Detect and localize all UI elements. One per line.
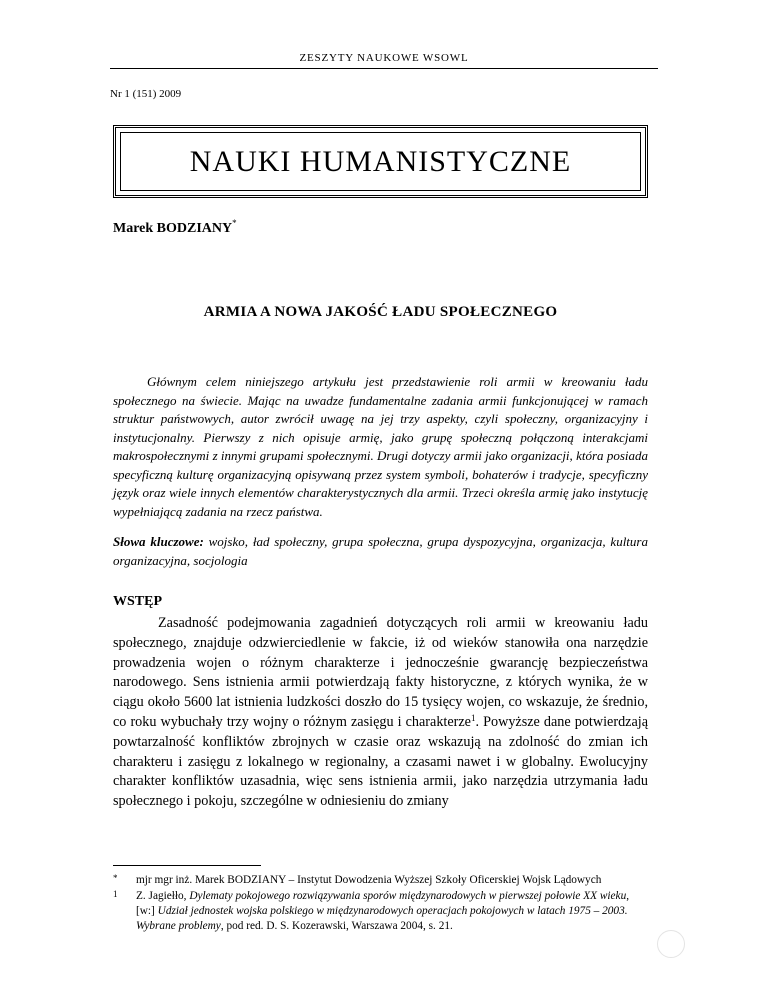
watermark-icon	[657, 930, 685, 958]
footnote-cite-author: Z. Jagiełło,	[136, 890, 190, 902]
footnote-divider	[113, 865, 261, 866]
footnote-cite-source: Udział jednostek wojska polskiego w międzynarodowych operacjach pokojowych w latach 1975 – 2003. Wybrane problemy	[136, 905, 628, 932]
footnote-cite-title: Dylematy pokojowego rozwiązywania sporów międzynarodowych w pierwszej połowie XX wieku	[189, 890, 627, 902]
keywords-label: Słowa kluczowe:	[113, 534, 204, 549]
running-header: ZESZYTY NAUKOWE WSOWL	[110, 52, 658, 69]
author	[113, 218, 237, 237]
body-paragraph	[113, 614, 648, 812]
body-text-part2: . Powyższe dane potwierdzają powtarzalność konfliktów zbrojnych w czasie oraz wskazują na zdolność do zmian ich charakteru i zasięgu z lokalnego w regionalny, a czasami nawet i w globalny. Ewolucyjny charakter konfliktów uzasadnia, więc sens istnienia armii, jako narzędzia utrzymania ładu społecznego i pokoju, szczególne w odniesieniu do zmiany	[113, 713, 648, 810]
keywords-text: wojsko, ład społeczny, grupa społeczna, grupa dyspozycyjna, organizacja, kultura organizacyjna, socjologia	[113, 534, 648, 568]
issue-number: Nr 1 (151) 2009	[110, 88, 182, 100]
section-box-inner	[120, 132, 641, 191]
footnotes	[113, 873, 648, 935]
footnote-1	[113, 889, 648, 934]
footnote-mark: 1	[113, 889, 118, 899]
author-name: Marek BODZIANY	[113, 221, 233, 236]
intro-heading: WSTĘP	[113, 594, 163, 609]
footnote-text: mjr mgr inż. Marek BODZIANY – Instytut Dowodzenia Wyższej Szkoły Oficerskiej Wojsk Lądowych	[136, 874, 602, 886]
section-box	[113, 125, 648, 198]
section-title: NAUKI HUMANISTYCZNE	[189, 144, 572, 178]
footnote-author	[113, 873, 648, 888]
footnote-mark: *	[113, 873, 118, 883]
footnote-ref-1[interactable]: 1	[470, 712, 476, 723]
article-title: ARMIA A NOWA JAKOŚĆ ŁADU SPOŁECZNEGO	[203, 304, 558, 320]
body-text-part1: Zasadność podejmowania zagadnień dotyczących roli armii w kreowaniu ładu społecznego, znajduje odzwierciedlenie w fakcie, iż od wieków stanowiła ona narzędzie prowadzenia wojen o różnym charakterze i jednocześnie gwarancję bezpieczeństwa narodowego. Sens istnienia armii potwierdzają fakty historyczne, z których wynika, że w ciągu około 5600 lat istnienia ludzkości doszło do 15 tysięcy wojen, co wskazuje, że średnio, co roku wybuchały trzy wojny o różnym zasięgu i charakterze	[113, 615, 648, 730]
abstract: Głównym celem niniejszego artykułu jest przedstawienie roli armii w kreowaniu ładu społecznego na świecie. Mając na uwadze fundamentalne zadania armii funkcjonującej w ramach struktur państwowych, autor zwrócił uwagę na jej trzy aspekty, czyli społeczny, organizacyjny i instytucjonalny. Pierwszy z nich opisuje armię, jako grupę społeczną połączoną interakcjami makrospołecznymi z innymi grupami społecznymi. Drugi dotyczy armii jako organizacji, która posiada specyficzną kulturę organizacyjną opisywaną przez system symboli, bohaterów i tradycje, specyficzny język oraz wiele innych elementów charakterystycznych dla armii. Trzeci określa armię jako instytucję wypełniającą zadania na rzecz państwa.	[113, 374, 648, 519]
keywords	[113, 533, 648, 570]
author-footnote-mark[interactable]: *	[232, 218, 237, 228]
footnote-cite-mid: , [w:]	[136, 890, 630, 917]
footnote-cite-tail: , pod red. D. S. Kozerawski, Warszawa 2004, s. 21.	[220, 920, 453, 932]
